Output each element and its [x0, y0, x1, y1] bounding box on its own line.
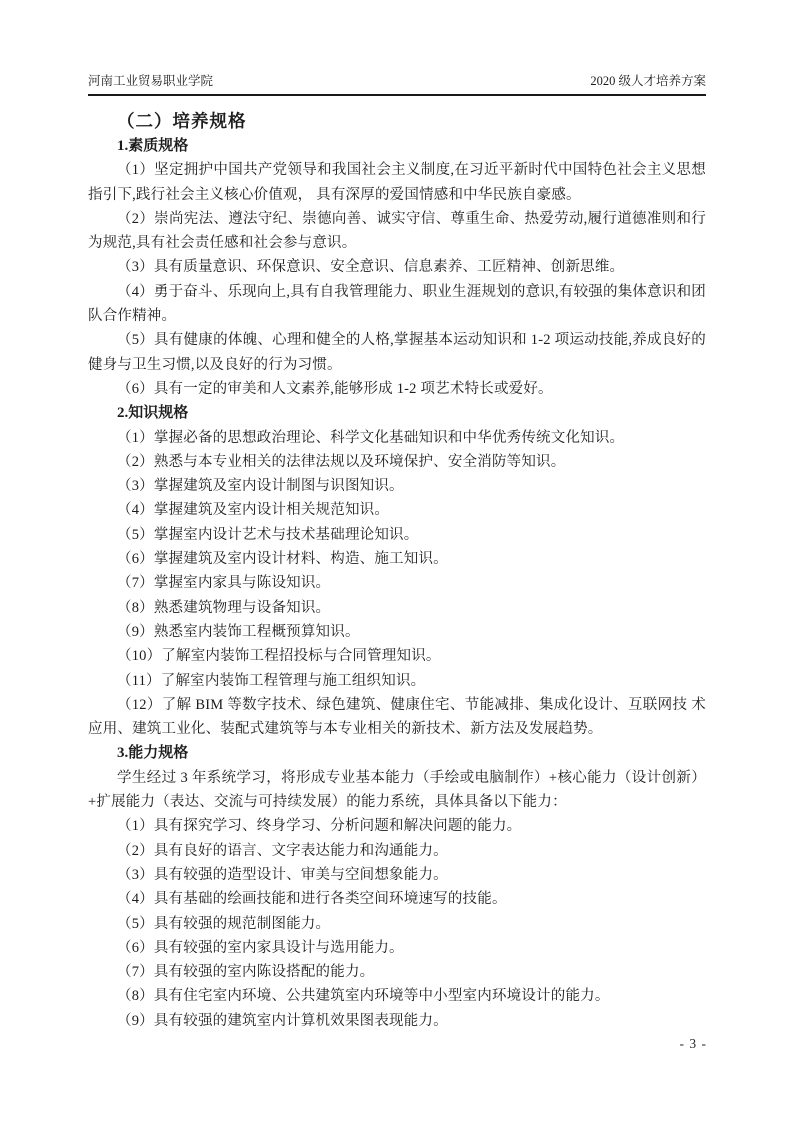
list-item: （6）掌握建筑及室内设计材料、构造、施工知识。 [117, 551, 448, 568]
header-plan-name: 2020 级人才培养方案 [590, 74, 706, 88]
section-heading-ability: 3.能力规格 [117, 745, 189, 762]
section-heading-quality: 1.素质规格 [117, 138, 189, 154]
list-item: （8）具有住宅室内环境、公共建筑室内环境等中小型室内环境设计的能力。 [117, 988, 610, 1005]
header-school-name: 河南工业贸易职业学院 [88, 74, 214, 88]
list-item: （2）具有良好的语言、文字表达能力和沟通能力。 [117, 842, 448, 859]
list-item: （9）具有较强的建筑室内计算机效果图表现能力。 [117, 1012, 448, 1029]
list-item: （1）掌握必备的思想政治理论、科学文化基础知识和中华优秀传统文化知识。 [117, 429, 625, 446]
list-item: （3）具有较强的造型设计、审美与空间想象能力。 [117, 866, 448, 883]
list-item: （7）具有较强的室内陈设搭配的能力。 [117, 964, 375, 981]
list-item: （7）掌握室内家具与陈设知识。 [117, 575, 331, 592]
list-item: （12）了解 BIM 等数字技术、绿色建筑、健康住宅、节能减排、集成化设计、互联网技 术应用、建筑工业化、装配式建筑等与本专业相关的新技术、新方法及发展趋势。 [88, 696, 706, 738]
list-item: （4）掌握建筑及室内设计相关规范知识。 [117, 502, 390, 519]
list-item: （11）了解室内装饰工程管理与施工组织知识。 [117, 672, 426, 689]
page-title: （二）培养规格 [117, 111, 247, 131]
list-item: （1）具有探究学习、终身学习、分析问题和解决问题的能力。 [117, 818, 522, 835]
list-item: （5）具有较强的规范制图能力。 [117, 915, 331, 932]
list-item: （5）具有健康的体魄、心理和健全的人格,掌握基本运动知识和 1-2 项运动技能,养成良好的健身与卫生习惯,以及良好的行为习惯。 [88, 332, 706, 373]
list-item: （4）具有基础的绘画技能和进行各类空间环境速写的技能。 [117, 891, 507, 908]
section-heading-knowledge: 2.知识规格 [117, 405, 189, 422]
page-header [88, 74, 706, 96]
list-item: （5）掌握室内设计艺术与技术基础理论知识。 [117, 526, 419, 543]
list-item: （4）勇于奋斗、乐现向上,具有自我管理能力、职业生涯规划的意识,有较强的集体意识和团队合作精神。 [88, 283, 706, 325]
list-item: （1）坚定拥护中国共产党领导和我国社会主义制度,在习近平新时代中国特色社会主义思想指引下,践行社会主义核心价值观， 具有深厚的爱国情感和中华民族自豪感。 [88, 162, 706, 203]
list-item: （10）了解室内装饰工程招投标与合同管理知识。 [117, 648, 441, 665]
list-item: （2）崇尚宪法、遵法守纪、崇德向善、诚实守信、尊重生命、热爱劳动,履行道德准则和行为规范,具有社会责任感和社会参与意识。 [88, 210, 706, 252]
list-item: （2）熟悉与本专业相关的法律法规以及环境保护、安全消防等知识。 [117, 453, 566, 470]
page-number: - 3 - [679, 1036, 707, 1051]
list-item: （3）具有质量意识、环保意识、安全意识、信息素养、工匠精神、创新思维。 [117, 259, 625, 276]
section-intro: 学生经过 3 年系统学习，将形成专业基本能力（手绘或电脑制作）+核心能力（设计创新）+扩展能力（表达、交流与可持续发展）的能力系统，具体具备以下能力： [88, 769, 706, 811]
list-item: （9）熟悉室内装饰工程概预算知识。 [117, 623, 360, 640]
list-item: （6）具有较强的室内家具设计与选用能力。 [117, 939, 404, 956]
list-item: （6）具有一定的审美和人文素养,能够形成 1-2 项艺术特长或爱好。 [117, 380, 553, 397]
list-item: （8）熟悉建筑物理与设备知识。 [117, 599, 331, 616]
list-item: （3）掌握建筑及室内设计制图与识图知识。 [117, 478, 404, 495]
